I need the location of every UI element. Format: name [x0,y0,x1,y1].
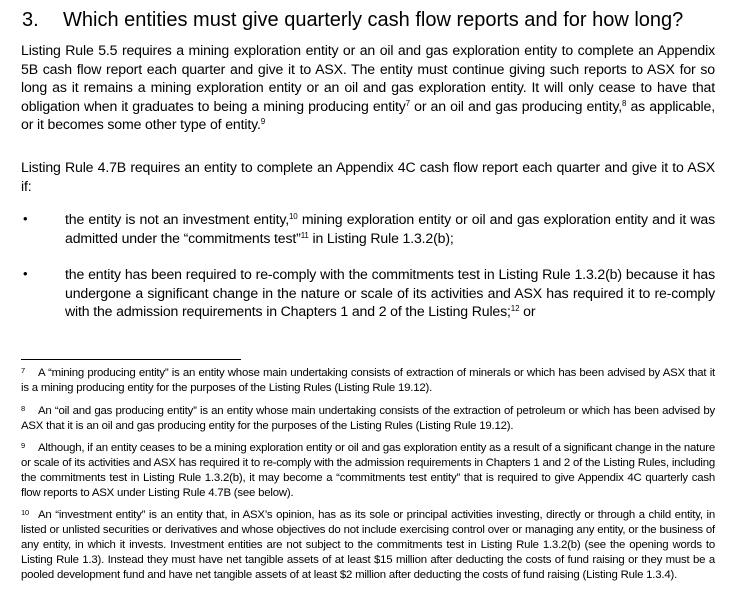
bullet-text [65,265,715,321]
bullet1-text-a: the entity is not an investment entity, [65,211,289,227]
footnote-8: 8 An “oil and gas producing entity” is an entity whose main undertaking consists of the extraction of petroleum or which has been advised by ASX that it is an oil and gas producing entity for the purposes of the Listing Rules (Listing Rule 19.12). [21,404,715,433]
paragraph-listing-rule-5-5 [21,41,715,134]
para1-text-b: or an oil and gas producing entity, [409,97,622,114]
footnote-ref-12: 12 [510,304,520,314]
bullet-text [65,210,715,247]
footnote-ref-8: 8 [621,98,627,108]
bullet1-text-b: mining exploration entity or oil and gas exploration entity and it was admitted under the “commitments test” [65,211,716,246]
section-number: 3. [22,9,39,31]
section-heading [22,7,683,33]
para1-text-a: Listing Rule 5.5 requires a mining exploration entity or an oil and gas exploration entity to complete an Appendix 5B cash flow report each quarter and give it to ASX. The entity must continue giving such reports to ASX for so long as it remains a mining exploration entity or an oil and gas exploration entity. It will only cease to have that obligation when it graduates to being a mining producing entity [21,42,715,114]
bullet1-text-c: in Listing Rule 1.3.2(b); [308,229,454,246]
paragraph-listing-rule-4-7b: Listing Rule 4.7B requires an entity to complete an Appendix 4C cash flow report each quarter and give it to ASX if: [21,159,715,194]
bullet-item-1 [21,210,715,247]
footnote-9: 9 Although, if an entity ceases to be a mining exploration entity or oil and gas exploration entity as a result of a significant change in the nature or scale of its activities and ASX has required it to re-comply with the admission requirements in Chapters 1 and 2 of the Listing Rules, including the commitments test in Listing Rule 1.3.2(b), it may become a “commitments test entity” that is required to give Appendix 4C quarterly cash flow reports to ASX under Listing Rule 4.7B (see below). [21,441,715,500]
bullet2-text-b: or [519,303,536,320]
footnote-ref-10: 10 [288,212,298,221]
footnote-ref-9: 9 [260,117,266,127]
section-title: Which entities must give quarterly cash flow reports and for how long? [63,9,684,31]
footnote-separator [21,359,241,360]
bullet-symbol: • [23,211,28,226]
bullet2-text-a: the entity has been required to re-comply with the commitments test in Listing Rule 1.3.2(b) because it has undergone a significant change in the nature or scale of its activities and ASX has required it to re-comply with the admission requirements in Chapters 1 and 2 of the Listing Rules; [65,266,715,320]
footnote-7: 7 A “mining producing entity” is an entity whose main undertaking consists of extraction of minerals or which has been advised by ASX that it is a mining producing entity for the purposes of the Listing Rules (Listing Rule 19.12). [21,366,715,395]
para1-text-c: as applicable, or it becomes some other type of entity. [21,97,715,133]
footnote-10: 10 An “investment entity” is an entity that, in ASX’s opinion, has as its sole or principal activities investing, directly or through a child entity, in listed or unlisted securities or derivatives and whose objectives do not include exercising control over or managing any entity, or the business of any entity, in which it invests. Investment entities are not subject to the commitments test in Listing Rule 1.3.2(b) (see the opening words to Listing Rule 1.3). Instead they must have net tangible assets of at least $15 million after deducting the costs of fund raising or they must be a pooled development fund and have net tangible assets of at least $2 million after deducting the costs of fund raising (Listing Rule 1.3.4). [21,508,715,582]
footnote-ref-7: 7 [405,98,410,108]
footnote-text: A “mining producing entity” is an entity whose main undertaking consists of extraction of minerals or which has been advised by ASX that it is a mining producing entity for the purposes of the Listing Rules (Listing Rule 19.12). [21,367,715,395]
bullet-symbol: • [23,266,28,281]
footnote-text: An “investment entity” is an entity that, in ASX’s opinion, has as its sole or principal activities investing, directly or through a child entity, in listed or unlisted securities or derivatives and whose objectives do not include exercising control over or managing any entity, or the business of any entity, in which it invests. Investment entities are not subject to the commitments test in Listing Rule 1.3.2(b) (see the opening words to Listing Rule 1.3). Instead they must have net tangible assets of at least $15 million after deducting the costs of fund raising or they must be a pooled development fund and have net tangible assets of at least $2 million after deducting the costs of fund raising (Listing Rule 1.3.4). [21,509,715,582]
footnote-ref-11: 11 [300,230,309,240]
footnote-text: An “oil and gas producing entity” is an entity whose main undertaking consists of the extraction of petroleum or which has been advised by ASX that it is an oil and gas producing entity for the purposes of the Listing Rules (Listing Rule 19.12). [21,405,715,433]
bullet-item-2 [21,265,715,321]
footnote-text: Although, if an entity ceases to be a mining exploration entity or oil and gas exploration entity as a result of a significant change in the nature or scale of its activities and ASX has required it to re-comply with the admission requirements in Chapters 1 and 2 of the Listing Rules, including the commitments test in Listing Rule 1.3.2(b), it may become a “commitments test entity” that is required to give Appendix 4C quarterly cash flow reports to ASX under Listing Rule 4.7B (see below). [21,442,715,500]
